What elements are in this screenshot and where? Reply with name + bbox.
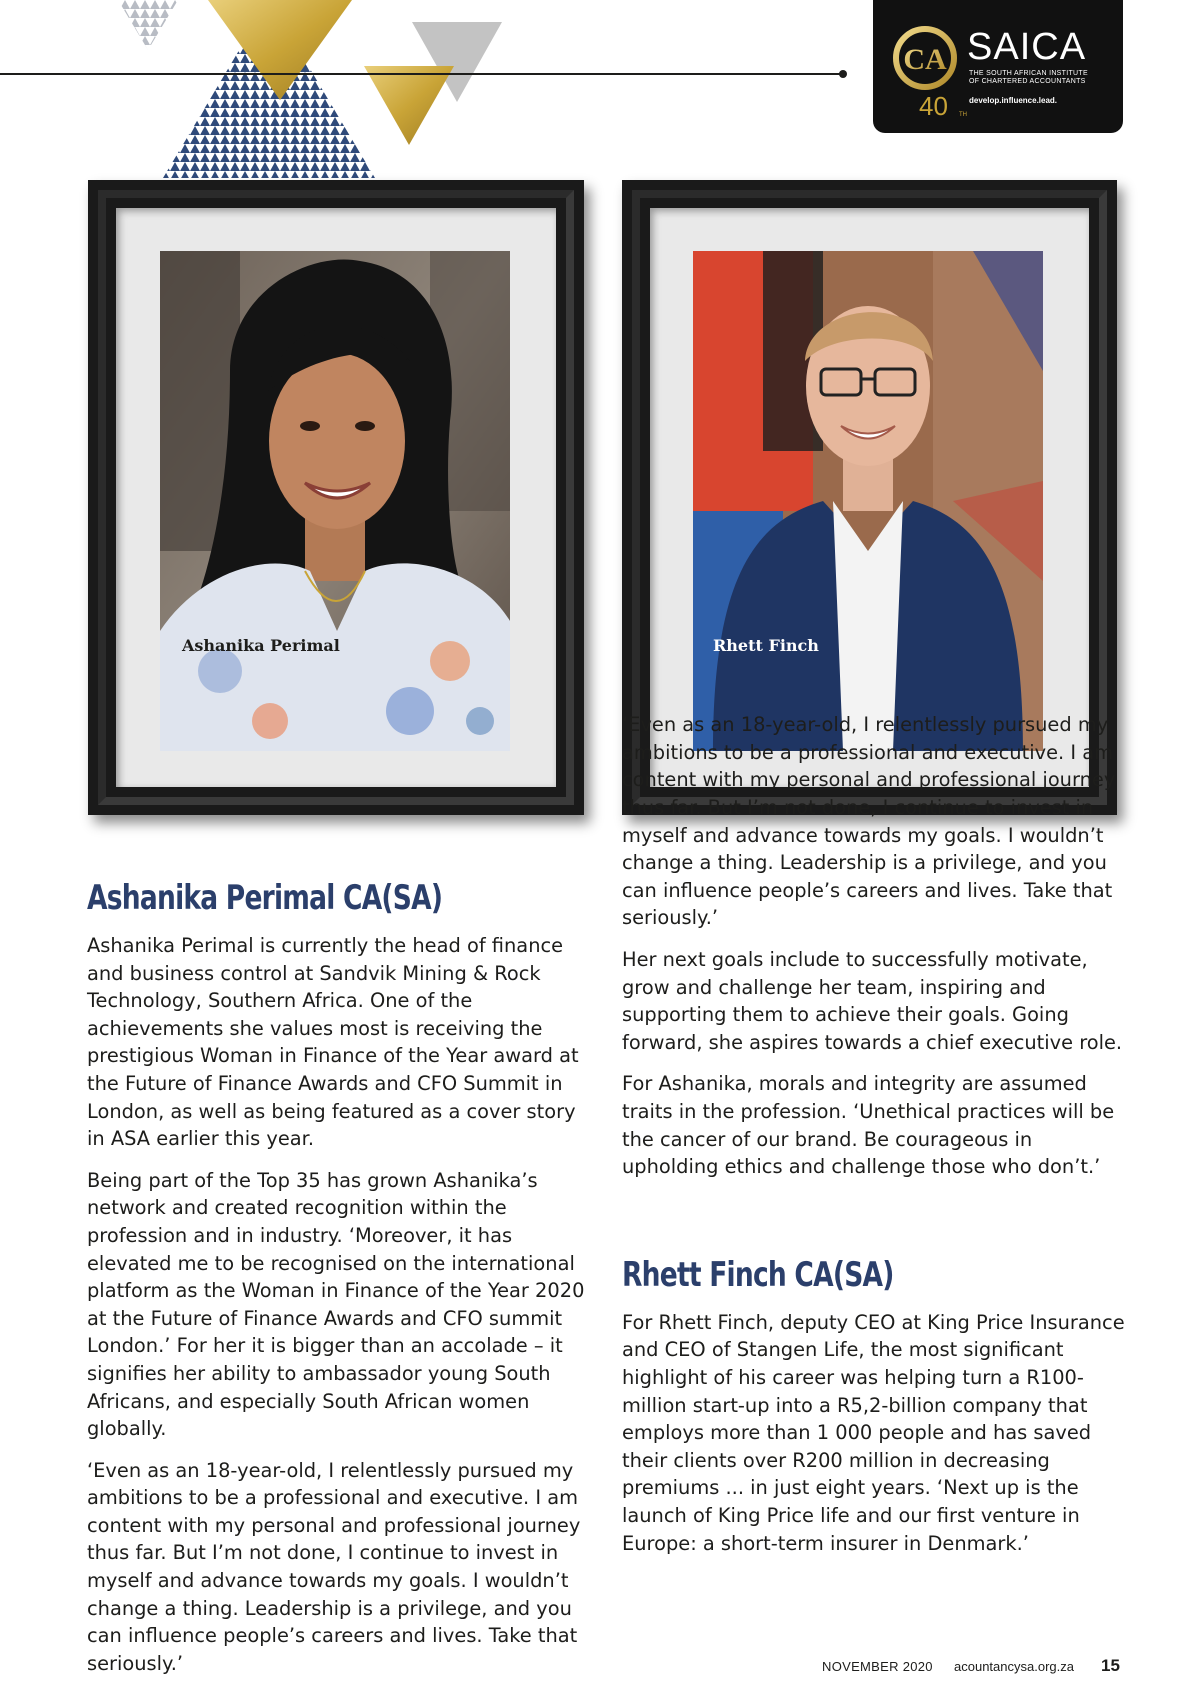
- section-heading-ashanika: Ashanika Perimal CA(SA): [87, 878, 443, 918]
- section-heading-rhett: Rhett Finch CA(SA): [622, 1254, 894, 1295]
- gold-small-triangle: [364, 66, 454, 145]
- article-paragraph: ‘Even as an 18-year-old, I relentlessly pursued my ambitions to be a professional and executive. I am content with my personal and professional journey thus far. But I’m not done, I continue to invest in myself and advance towards my goals. I wouldn’t change a thing. Leadership is a privilege, and you can influence people’s careers and lives. Take that seriously.’: [87, 1458, 581, 1675]
- saica-logo: [873, 0, 1123, 133]
- article-column-right: [622, 823, 1132, 1571]
- logo-tagline: develop.influence.lead.: [969, 96, 1058, 105]
- article-paragraph: Ashanika Perimal is currently the head of finance and business control at Sandvik Mining & Rock Technology, Southern Africa. One of the achievements she values most is receiving the prestigious Woman in Finance of the Year award at the Future of Finance Awards and CFO Summit in London, as well as being featured as a cover story in ASA earlier this year.: [87, 934, 579, 1151]
- photo-caption: Rhett Finch: [713, 636, 819, 655]
- photo-caption: Ashanika Perimal: [182, 636, 340, 655]
- article-column-left: [87, 876, 597, 1675]
- footer-website: acountancysa.org.za: [954, 1659, 1074, 1674]
- header-rule-dot: [839, 70, 847, 78]
- decorative-triangles: [0, 0, 560, 180]
- portrait-ashanika-perimal: [160, 251, 510, 751]
- logo-name: SAICA: [967, 26, 1087, 68]
- page-number: 15: [1101, 1656, 1120, 1675]
- header-rule: [0, 73, 845, 75]
- photo-frame-ashanika: [88, 180, 584, 815]
- svg-text:CA: CA: [903, 43, 947, 76]
- footer-date: NOVEMBER 2020: [822, 1659, 933, 1674]
- article-paragraph: For Rhett Finch, deputy CEO at King Price Insurance and CEO of Stangen Life, the most significant highlight of his career was helping turn a R100-million start-up into a R5,2-billion company that employs more than 1 000 people and has saved their clients over R200 million in decreasing premiums ... in just eight years. ‘Next up is the launch of King Price life and our first venture in Europe: a short-term insurer in Denmark.’: [622, 1310, 1125, 1555]
- logo-anniversary: 40: [919, 91, 948, 121]
- grey-pattern-triangle: [118, 0, 178, 50]
- article-paragraph: For Ashanika, morals and integrity are assumed traits in the profession. ‘Unethical practices will be the cancer of our brand. Be courageous in upholding ethics and challenge those who don’t.’: [622, 1072, 1115, 1179]
- logo-subtitle-line2: OF CHARTERED ACCOUNTANTS: [969, 78, 1086, 85]
- portrait-rhett-finch: [693, 251, 1043, 751]
- article-paragraph: Her next goals include to successfully motivate, grow and challenge her team, inspiring and supporting them to achieve their goals. Going forward, she aspires towards a chief executive role.: [622, 948, 1123, 1054]
- article-paragraph: Being part of the Top 35 has grown Ashanika’s network and created recognition within the profession and in industry. ‘Moreover, it has elevated me to be recognised on the international platform as the Woman in Finance of the Year 2020 at the Future of Finance Awards and CFO summit London.’ For her it is bigger than an accolade – it signifies her ability to ambassador young South Africans, and especially South African women globally.: [87, 1168, 585, 1441]
- logo-anniversary-suffix: TH: [959, 112, 967, 118]
- logo-subtitle-line1: THE SOUTH AFRICAN INSTITUTE: [969, 70, 1088, 77]
- article-paragraph-continued: myself and advance towards my goals. I wouldn’t change a thing. Leadership is a privilege, and you can influence people’s careers and lives. Take that seriously.’: [622, 823, 1113, 930]
- ca-monogram-icon: [893, 26, 957, 90]
